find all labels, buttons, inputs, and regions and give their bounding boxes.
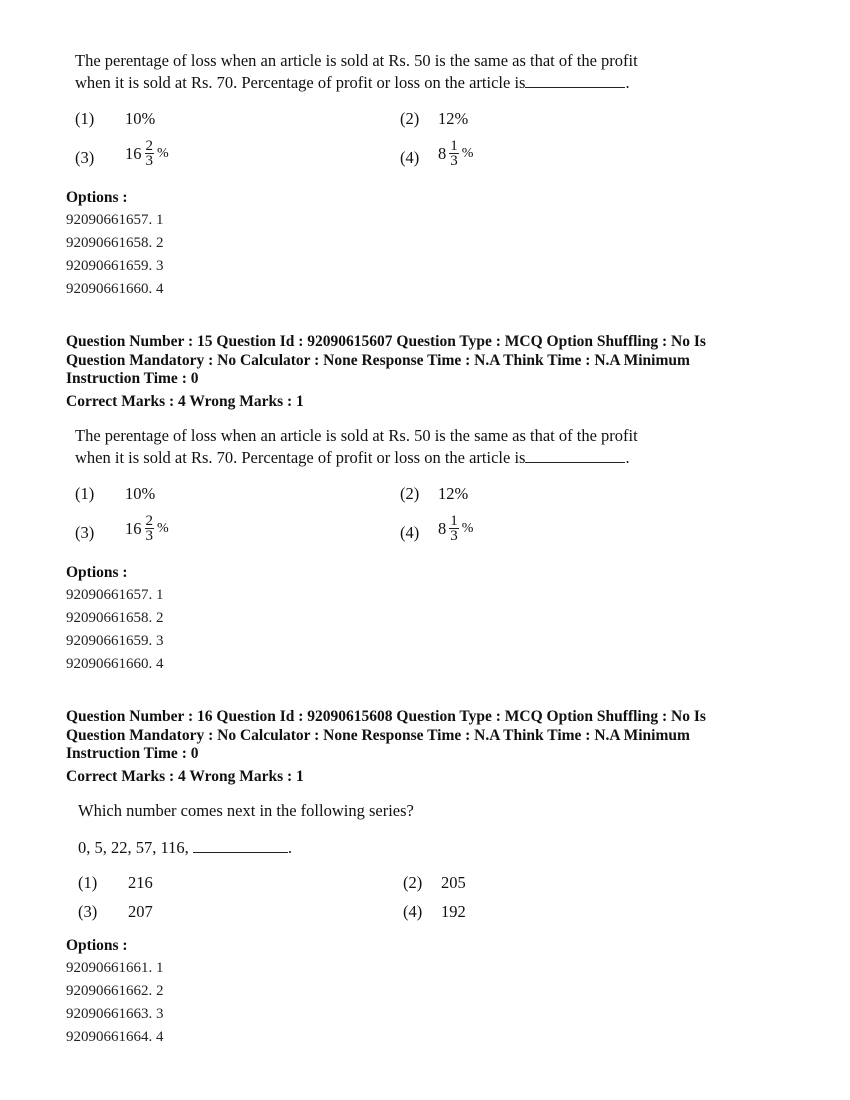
answer-blank — [193, 838, 288, 853]
choice-number: (3) — [75, 148, 95, 167]
options-label: Options : — [66, 189, 128, 206]
fraction-whole: 8 — [438, 518, 447, 538]
choice-number: (1) — [75, 484, 95, 503]
choice-mixed-fraction: 8 $\frac{1}{3}$ % — [438, 138, 474, 169]
choice-number: (1) — [75, 109, 95, 128]
question-line: when it is sold at Rs. 70. Percentage of profit or loss on the article is . — [75, 73, 630, 92]
choice-value: 216 — [128, 873, 153, 892]
choice-number: (1) — [78, 873, 98, 892]
choice-mixed-fraction: 8 $\frac{1}{3}$ % — [438, 513, 474, 544]
choice-value: 205 — [441, 873, 466, 892]
option-id: 92090661658. 2 — [66, 235, 164, 251]
option-id: 92090661660. 4 — [66, 281, 164, 297]
fraction: $\frac{1}{3}$ — [450, 138, 458, 169]
choice-mixed-fraction: 16 $\frac{2}{3}$ % — [125, 138, 169, 169]
choice-value: 207 — [128, 902, 153, 921]
choice-mixed-fraction: 16 $\frac{2}{3}$ % — [125, 513, 169, 544]
option-id: 92090661659. 3 — [66, 633, 164, 649]
option-id: 92090661663. 3 — [66, 1006, 164, 1022]
choice-value: 12% — [438, 109, 469, 128]
option-id: 92090661661. 1 — [66, 960, 164, 976]
fraction: $\frac{1}{3}$ — [450, 513, 458, 544]
fraction-whole: 8 — [438, 143, 447, 163]
option-id: 92090661660. 4 — [66, 656, 164, 672]
choice-value: 10% — [125, 484, 156, 503]
options-label: Options : — [66, 937, 128, 954]
option-id: 92090661664. 4 — [66, 1029, 164, 1045]
choice-number: (4) — [400, 523, 420, 542]
option-id: 92090661657. 1 — [66, 212, 164, 228]
question-text — [75, 425, 638, 469]
question-line: The perentage of loss when an article is sold at Rs. 50 is the same as that of the profit — [75, 51, 638, 70]
choice-value: 10% — [125, 109, 156, 128]
option-id: 92090661659. 3 — [66, 258, 164, 274]
question-line: when it is sold at Rs. 70. Percentage of profit or loss on the article is . — [75, 448, 630, 467]
question-text — [75, 50, 638, 94]
fraction: $\frac{2}{3}$ — [145, 513, 153, 544]
answer-blank — [525, 73, 625, 88]
question-header: Question Number : 16 Question Id : 92090615608 Question Type : MCQ Option Shuffling : No Is Question Mandatory : No Calculator : None Response Time : N.A Think Time : N.A Minimum Instruction Time : 0 — [66, 708, 706, 762]
fraction-whole: 16 — [125, 143, 142, 163]
choice-number: (2) — [400, 484, 420, 503]
series-line: 0, 5, 22, 57, 116, . — [78, 838, 293, 857]
option-id: 92090661657. 1 — [66, 587, 164, 603]
option-id: 92090661662. 2 — [66, 983, 164, 999]
fraction-whole: 16 — [125, 518, 142, 538]
question-header: Question Number : 15 Question Id : 92090615607 Question Type : MCQ Option Shuffling : No Is Question Mandatory : No Calculator : None Response Time : N.A Think Time : N.A Minimum Instruction Time : 0 — [66, 333, 706, 387]
choice-value: 192 — [441, 902, 466, 921]
fraction: $\frac{2}{3}$ — [145, 138, 153, 169]
choice-number: (4) — [400, 148, 420, 167]
choice-number: (3) — [75, 523, 95, 542]
option-id: 92090661658. 2 — [66, 610, 164, 626]
choice-number: (4) — [403, 902, 423, 921]
question-text: Which number comes next in the following series? — [78, 801, 414, 820]
choice-number: (2) — [403, 873, 423, 892]
answer-blank — [525, 448, 625, 463]
options-label: Options : — [66, 564, 128, 581]
choice-number: (3) — [78, 902, 98, 921]
choice-number: (2) — [400, 109, 420, 128]
choice-value: 12% — [438, 484, 469, 503]
marks-line: Correct Marks : 4 Wrong Marks : 1 — [66, 393, 304, 410]
marks-line: Correct Marks : 4 Wrong Marks : 1 — [66, 768, 304, 785]
question-line: The perentage of loss when an article is sold at Rs. 50 is the same as that of the profit — [75, 426, 638, 445]
